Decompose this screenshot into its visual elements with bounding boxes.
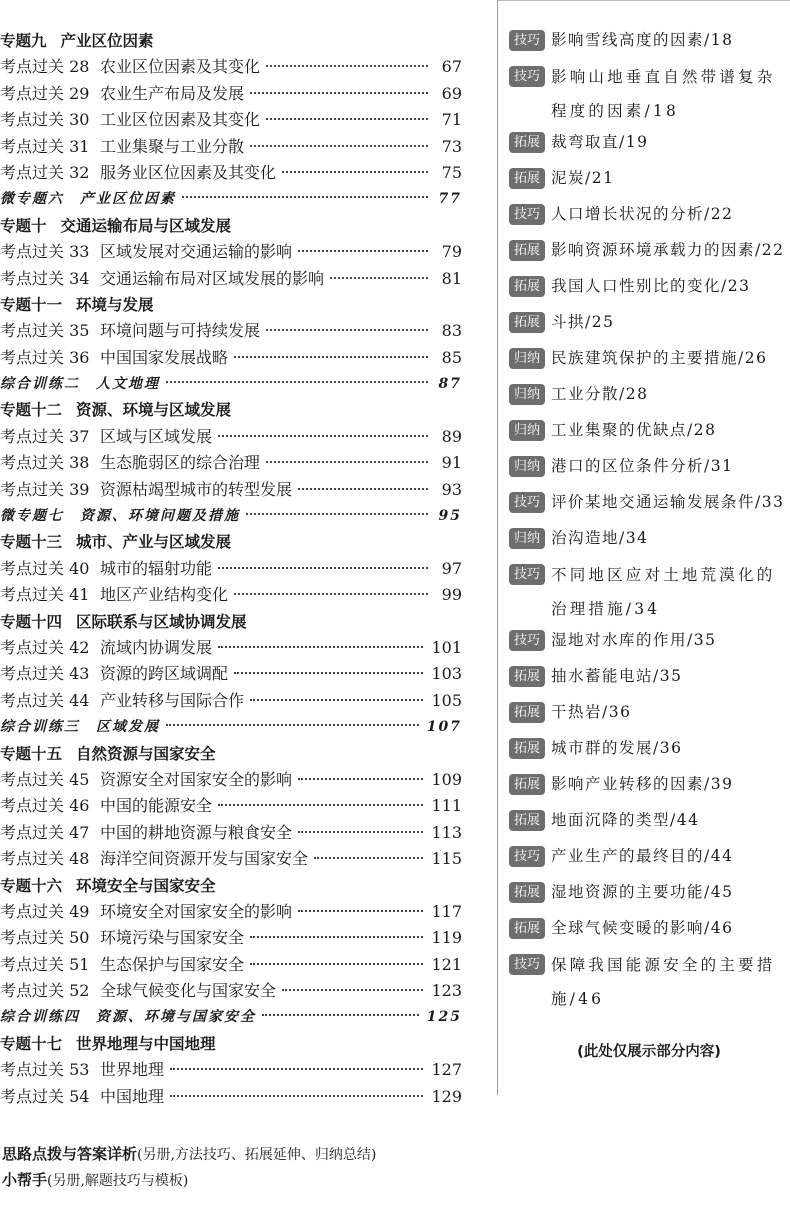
footer-line-answers bbox=[2, 1143, 376, 1164]
topic-name: 自然资源与国家安全 bbox=[76, 744, 216, 763]
dot-leader bbox=[182, 196, 428, 198]
tip-badge: 拓展 bbox=[509, 312, 545, 333]
tip-item bbox=[509, 774, 789, 796]
tip-item bbox=[509, 240, 789, 262]
entry-title: 中国国家发展战略 bbox=[100, 347, 229, 367]
page-number: 93 bbox=[441, 479, 462, 499]
dot-leader bbox=[218, 804, 423, 806]
tip-item bbox=[509, 846, 789, 868]
tip-item bbox=[509, 204, 789, 226]
lesson-entry bbox=[0, 767, 462, 793]
tip-text: 裁弯取直/19 bbox=[551, 132, 649, 151]
entry-prefix: 考点过关 29 bbox=[0, 83, 90, 103]
tip-badge: 拓展 bbox=[509, 882, 545, 903]
tip-item bbox=[509, 882, 789, 904]
dot-leader bbox=[218, 567, 428, 569]
tip-text: 影响产业转移的因素/39 bbox=[551, 774, 734, 793]
dot-leader bbox=[314, 857, 423, 859]
entry-title: 服务业区位因素及其变化 bbox=[100, 162, 277, 182]
lesson-entry bbox=[0, 318, 462, 344]
tip-item bbox=[509, 666, 789, 688]
dot-leader bbox=[218, 646, 423, 648]
entry-title: 环境污染与国家安全 bbox=[100, 928, 245, 948]
footer-helper-title: 小帮手 bbox=[2, 1171, 48, 1189]
tip-text: 我国人口性别比的变化/23 bbox=[551, 276, 751, 295]
tip-badge: 归纳 bbox=[509, 384, 545, 405]
tip-text: 不同地区应对土地荒漠化的治理措施/34 bbox=[551, 565, 776, 618]
tip-item bbox=[509, 456, 789, 478]
entry-prefix: 考点过关 48 bbox=[0, 849, 90, 869]
tip-text: 产业生产的最终目的/44 bbox=[551, 846, 734, 865]
topic-heading bbox=[0, 28, 462, 54]
topic-label: 专题十 bbox=[0, 216, 47, 235]
page-number: 75 bbox=[441, 162, 462, 182]
tip-badge: 拓展 bbox=[509, 132, 545, 153]
topic-name: 环境安全与国家安全 bbox=[76, 876, 216, 895]
lesson-entry bbox=[0, 820, 462, 846]
page-number: 119 bbox=[431, 928, 462, 948]
tip-badge: 拓展 bbox=[509, 666, 545, 687]
entry-prefix: 考点过关 52 bbox=[0, 981, 90, 1001]
tip-text: 工业分散/28 bbox=[551, 384, 649, 403]
entry-title: 交通运输布局对区域发展的影响 bbox=[100, 268, 325, 288]
tip-text: 人口增长状况的分析/22 bbox=[551, 204, 734, 223]
topic-heading bbox=[0, 529, 462, 555]
entry-title: 生态保护与国家安全 bbox=[100, 954, 245, 974]
tip-text: 民族建筑保护的主要措施/26 bbox=[551, 348, 768, 367]
lesson-entry bbox=[0, 661, 462, 687]
dot-leader bbox=[250, 936, 423, 938]
tip-item bbox=[509, 528, 789, 550]
page-number: 81 bbox=[441, 268, 462, 288]
topic-label: 专题九 bbox=[0, 32, 47, 50]
entry-prefix: 综合训练四 bbox=[0, 1009, 80, 1026]
footer-answers-title: 思路点拨与答案详析 bbox=[2, 1145, 138, 1163]
dot-leader bbox=[266, 65, 428, 67]
page-number: 67 bbox=[441, 57, 462, 77]
page-number: 115 bbox=[431, 849, 462, 869]
entry-title: 资源枯竭型城市的转型发展 bbox=[100, 479, 293, 499]
lesson-entry bbox=[0, 688, 462, 714]
entry-prefix: 考点过关 38 bbox=[0, 453, 90, 473]
special-entry bbox=[0, 503, 462, 529]
lesson-entry bbox=[0, 134, 462, 160]
tip-item bbox=[509, 420, 789, 442]
entry-prefix: 考点过关 34 bbox=[0, 268, 90, 288]
page-number: 125 bbox=[426, 1009, 462, 1026]
entry-prefix: 考点过关 47 bbox=[0, 822, 90, 842]
lesson-entry bbox=[0, 160, 462, 186]
page-number: 105 bbox=[431, 690, 462, 710]
page-number: 111 bbox=[431, 796, 462, 816]
page-number: 95 bbox=[438, 508, 462, 525]
page-number: 113 bbox=[431, 822, 462, 842]
topic-heading bbox=[0, 741, 462, 767]
entry-title: 流域内协调发展 bbox=[100, 637, 213, 657]
entry-title: 世界地理 bbox=[100, 1060, 165, 1080]
topic-name: 交通运输布局与区域发展 bbox=[60, 216, 232, 235]
entry-prefix: 考点过关 41 bbox=[0, 585, 90, 605]
page-number: 117 bbox=[431, 901, 462, 921]
topic-label: 专题十四 bbox=[0, 612, 63, 631]
topic-heading bbox=[0, 397, 462, 423]
entry-prefix: 综合训练三 bbox=[0, 719, 80, 736]
tip-text: 湿地对水库的作用/35 bbox=[551, 630, 717, 649]
entry-prefix: 考点过关 50 bbox=[0, 928, 90, 948]
tip-item bbox=[509, 276, 789, 298]
tip-text: 泥炭/21 bbox=[551, 168, 615, 187]
tip-item bbox=[509, 948, 789, 1016]
lesson-entry bbox=[0, 556, 462, 582]
topic-heading bbox=[0, 609, 462, 635]
entry-title: 资源安全对国家安全的影响 bbox=[100, 769, 293, 789]
entry-prefix: 考点过关 46 bbox=[0, 796, 90, 816]
page-number: 121 bbox=[431, 954, 462, 974]
toc-right-column bbox=[509, 30, 789, 1020]
entry-title: 环境安全对国家安全的影响 bbox=[100, 901, 293, 921]
entry-title: 中国地理 bbox=[100, 1086, 165, 1106]
entry-prefix: 考点过关 44 bbox=[0, 690, 90, 710]
tip-badge: 拓展 bbox=[509, 918, 545, 939]
tip-badge: 拓展 bbox=[509, 810, 545, 831]
entry-prefix: 考点过关 36 bbox=[0, 347, 90, 367]
tip-badge: 拓展 bbox=[509, 240, 545, 261]
dot-leader bbox=[250, 699, 423, 701]
tip-item bbox=[509, 60, 789, 128]
tip-text: 干热岩/36 bbox=[551, 702, 632, 721]
tip-badge: 技巧 bbox=[509, 564, 545, 585]
lesson-entry bbox=[0, 978, 462, 1004]
entry-prefix: 考点过关 32 bbox=[0, 162, 90, 182]
lesson-entry bbox=[0, 1057, 462, 1083]
topic-heading bbox=[0, 213, 462, 239]
dot-leader bbox=[234, 593, 428, 595]
lesson-entry bbox=[0, 345, 462, 371]
entry-prefix: 考点过关 35 bbox=[0, 321, 90, 341]
special-entry bbox=[0, 714, 462, 740]
entry-title: 产业区位因素 bbox=[80, 191, 176, 208]
tip-text: 抽水蓄能电站/35 bbox=[551, 666, 683, 685]
tip-badge: 技巧 bbox=[509, 492, 545, 513]
lesson-entry bbox=[0, 952, 462, 978]
entry-prefix: 考点过关 40 bbox=[0, 558, 90, 578]
tip-text: 斗拱/25 bbox=[551, 312, 615, 331]
lesson-entry bbox=[0, 793, 462, 819]
dot-leader bbox=[218, 435, 428, 437]
entry-title: 环境问题与可持续发展 bbox=[100, 321, 261, 341]
special-entry bbox=[0, 1004, 462, 1030]
topic-label: 专题十五 bbox=[0, 744, 63, 763]
dot-leader bbox=[166, 724, 419, 726]
entry-prefix: 考点过关 42 bbox=[0, 637, 90, 657]
dot-leader bbox=[262, 1014, 419, 1016]
dot-leader bbox=[250, 145, 428, 147]
lesson-entry bbox=[0, 450, 462, 476]
entry-title: 工业集聚与工业分散 bbox=[100, 136, 245, 156]
tip-text: 地面沉降的类型/44 bbox=[551, 810, 700, 829]
dot-leader bbox=[166, 381, 428, 383]
tip-item bbox=[509, 168, 789, 190]
dot-leader bbox=[298, 778, 423, 780]
tip-item bbox=[509, 384, 789, 406]
topic-label: 专题十三 bbox=[0, 533, 63, 552]
entry-title: 城市的辐射功能 bbox=[100, 558, 213, 578]
tip-text: 湿地资源的主要功能/45 bbox=[551, 882, 734, 901]
column-divider bbox=[497, 0, 498, 1095]
dot-leader bbox=[170, 1068, 423, 1070]
entry-prefix: 考点过关 37 bbox=[0, 426, 90, 446]
entry-title: 产业转移与国际合作 bbox=[100, 690, 245, 710]
tip-badge: 技巧 bbox=[509, 846, 545, 867]
entry-title: 生态脆弱区的综合治理 bbox=[100, 453, 261, 473]
tip-badge: 技巧 bbox=[509, 954, 545, 975]
page-number: 129 bbox=[431, 1086, 462, 1106]
tip-badge: 技巧 bbox=[509, 630, 545, 651]
dot-leader bbox=[170, 1095, 423, 1097]
lesson-entry bbox=[0, 266, 462, 292]
dot-leader bbox=[266, 461, 428, 463]
tip-badge: 归纳 bbox=[509, 528, 545, 549]
tip-item bbox=[509, 810, 789, 832]
page-number: 83 bbox=[441, 321, 462, 341]
tip-badge: 技巧 bbox=[509, 66, 545, 87]
lesson-entry bbox=[0, 582, 462, 608]
topic-heading bbox=[0, 292, 462, 318]
lesson-entry bbox=[0, 424, 462, 450]
lesson-entry bbox=[0, 54, 462, 80]
topic-name: 世界地理与中国地理 bbox=[76, 1034, 216, 1053]
entry-prefix: 考点过关 51 bbox=[0, 954, 90, 974]
tip-item bbox=[509, 132, 789, 154]
tip-text: 影响雪线高度的因素/18 bbox=[551, 31, 734, 49]
tip-badge: 技巧 bbox=[509, 30, 545, 51]
entry-title: 中国的能源安全 bbox=[100, 796, 213, 816]
dot-leader bbox=[282, 989, 423, 991]
lesson-entry bbox=[0, 1084, 462, 1110]
page-number: 69 bbox=[441, 83, 462, 103]
entry-prefix: 考点过关 39 bbox=[0, 479, 90, 499]
lesson-entry bbox=[0, 239, 462, 265]
dot-leader bbox=[298, 250, 428, 252]
tip-item bbox=[509, 348, 789, 370]
dot-leader bbox=[250, 92, 428, 94]
page-number: 97 bbox=[441, 558, 462, 578]
tip-item bbox=[509, 630, 789, 652]
tip-badge: 拓展 bbox=[509, 774, 545, 795]
entry-title: 人文地理 bbox=[96, 376, 160, 393]
dot-leader bbox=[250, 963, 423, 965]
entry-prefix: 考点过关 54 bbox=[0, 1086, 90, 1106]
tip-item bbox=[509, 918, 789, 940]
topic-label: 专题十六 bbox=[0, 876, 63, 895]
page-number: 79 bbox=[441, 242, 462, 262]
tip-item bbox=[509, 702, 789, 724]
topic-label: 专题十七 bbox=[0, 1034, 63, 1053]
lesson-entry bbox=[0, 477, 462, 503]
partial-content-note: (此处仅展示部分内容) bbox=[577, 1044, 721, 1060]
tip-badge: 归纳 bbox=[509, 348, 545, 369]
page-number: 71 bbox=[441, 110, 462, 130]
right-panel-top-border bbox=[497, 0, 790, 1]
lesson-entry bbox=[0, 846, 462, 872]
tip-item bbox=[509, 312, 789, 334]
special-entry bbox=[0, 186, 462, 212]
page-number: 99 bbox=[441, 585, 462, 605]
lesson-entry bbox=[0, 925, 462, 951]
tip-item bbox=[509, 30, 789, 52]
topic-heading bbox=[0, 873, 462, 899]
page-number: 109 bbox=[431, 769, 462, 789]
tip-text: 评价某地交通运输发展条件/33 bbox=[551, 492, 785, 511]
entry-prefix: 考点过关 45 bbox=[0, 769, 90, 789]
dot-leader bbox=[266, 118, 428, 120]
dot-leader bbox=[246, 513, 428, 515]
tip-badge: 归纳 bbox=[509, 420, 545, 441]
entry-title: 区域发展对交通运输的影响 bbox=[100, 242, 293, 262]
entry-title: 区域发展 bbox=[96, 719, 160, 736]
topic-label: 专题十一 bbox=[0, 295, 63, 314]
topic-name: 城市、产业与区域发展 bbox=[76, 533, 232, 552]
tip-text: 治沟造地/34 bbox=[551, 528, 649, 547]
dot-leader bbox=[266, 329, 428, 331]
tip-text: 保障我国能源安全的主要措施/46 bbox=[551, 955, 776, 1008]
page-number: 85 bbox=[441, 347, 462, 367]
tip-badge: 拓展 bbox=[509, 738, 545, 759]
dot-leader bbox=[234, 672, 423, 674]
page-number: 89 bbox=[441, 426, 462, 446]
page-number: 103 bbox=[431, 664, 462, 684]
entry-prefix: 综合训练二 bbox=[0, 376, 80, 393]
entry-title: 中国的耕地资源与粮食安全 bbox=[100, 822, 293, 842]
entry-prefix: 考点过关 53 bbox=[0, 1060, 90, 1080]
page-number: 73 bbox=[441, 136, 462, 156]
entry-title: 工业区位因素及其变化 bbox=[100, 110, 261, 130]
tip-text: 影响山地垂直自然带谱复杂程度的因素/18 bbox=[551, 67, 776, 120]
dot-leader bbox=[282, 171, 428, 173]
topic-name: 环境与发展 bbox=[76, 295, 154, 314]
entry-title: 农业区位因素及其变化 bbox=[100, 57, 261, 77]
lesson-entry bbox=[0, 107, 462, 133]
lesson-entry bbox=[0, 81, 462, 107]
entry-title: 资源、环境与国家安全 bbox=[96, 1009, 256, 1026]
special-entry bbox=[0, 371, 462, 397]
footer-helper-desc: (另册,解题技巧与模板) bbox=[47, 1173, 189, 1189]
tip-badge: 拓展 bbox=[509, 168, 545, 189]
dot-leader bbox=[298, 831, 423, 833]
tip-badge: 拓展 bbox=[509, 276, 545, 297]
dot-leader bbox=[298, 910, 423, 912]
tip-text: 城市群的发展/36 bbox=[551, 738, 683, 757]
entry-title: 区域与区域发展 bbox=[100, 426, 213, 446]
entry-prefix: 微专题七 bbox=[0, 508, 64, 525]
page-number: 123 bbox=[431, 981, 462, 1001]
tip-item bbox=[509, 492, 789, 514]
toc-left-column bbox=[0, 28, 462, 1110]
tip-badge: 归纳 bbox=[509, 456, 545, 477]
entry-title: 农业生产布局及发展 bbox=[100, 83, 245, 103]
topic-name: 资源、环境与区域发展 bbox=[76, 401, 232, 420]
entry-prefix: 考点过关 49 bbox=[0, 901, 90, 921]
page-number: 77 bbox=[438, 191, 462, 208]
tip-text: 影响资源环境承载力的因素/22 bbox=[551, 240, 785, 259]
entry-title: 资源、环境问题及措施 bbox=[80, 508, 240, 525]
lesson-entry bbox=[0, 635, 462, 661]
page-number: 127 bbox=[431, 1060, 462, 1080]
topic-name: 产业区位因素 bbox=[60, 32, 154, 50]
tip-item bbox=[509, 738, 789, 760]
tip-badge: 技巧 bbox=[509, 204, 545, 225]
topic-name: 区际联系与区域协调发展 bbox=[76, 612, 247, 631]
dot-leader bbox=[330, 277, 428, 279]
dot-leader bbox=[298, 488, 428, 490]
page-number: 87 bbox=[438, 376, 462, 393]
tip-text: 港口的区位条件分析/31 bbox=[551, 456, 734, 475]
tip-item bbox=[509, 558, 789, 626]
entry-title: 地区产业结构变化 bbox=[100, 585, 229, 605]
entry-prefix: 考点过关 31 bbox=[0, 136, 90, 156]
dot-leader bbox=[234, 356, 428, 358]
footer-answers-desc: (另册,方法技巧、拓展延伸、归纳总结) bbox=[137, 1147, 377, 1163]
topic-label: 专题十二 bbox=[0, 401, 63, 420]
entry-title: 全球气候变化与国家安全 bbox=[100, 981, 277, 1001]
page-number: 91 bbox=[441, 453, 462, 473]
topic-heading bbox=[0, 1031, 462, 1057]
footer-line-helper bbox=[2, 1169, 188, 1190]
entry-prefix: 微专题六 bbox=[0, 191, 64, 208]
lesson-entry bbox=[0, 899, 462, 925]
entry-prefix: 考点过关 28 bbox=[0, 57, 90, 77]
entry-title: 资源的跨区域调配 bbox=[100, 664, 229, 684]
tip-text: 全球气候变暖的影响/46 bbox=[551, 918, 734, 937]
page-number: 101 bbox=[431, 637, 462, 657]
entry-prefix: 考点过关 43 bbox=[0, 664, 90, 684]
entry-title: 海洋空间资源开发与国家安全 bbox=[100, 849, 309, 869]
entry-prefix: 考点过关 33 bbox=[0, 242, 90, 262]
tip-badge: 拓展 bbox=[509, 702, 545, 723]
tip-text: 工业集聚的优缺点/28 bbox=[551, 420, 717, 439]
entry-prefix: 考点过关 30 bbox=[0, 110, 90, 130]
page-number: 107 bbox=[426, 719, 462, 736]
